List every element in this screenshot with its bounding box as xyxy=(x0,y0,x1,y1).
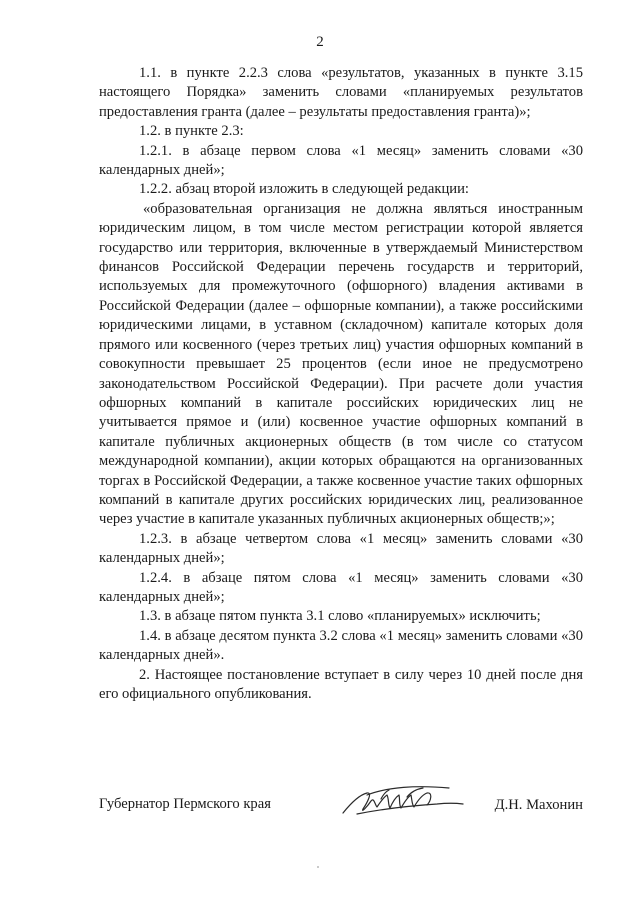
paragraph-1-1: 1.1. в пункте 2.2.3 слова «результатов, указанных в пункте 3.15 настоящего Порядка» заменить словами «планируемых результатов предоставления гранта (далее – результаты предоставления гранта)»; xyxy=(99,65,583,120)
paragraph-1-2-4: 1.2.4. в абзаце пятом слова «1 месяц» заменить словами «30 календарных дней»; xyxy=(99,569,583,605)
quoted-new-wording: «образовательная организация не должна являться иностранным юридическим лицом, в том числе местом регистрации которой является государство или территория, включенные в утверждаемый Министерством финансов Российской Федерации перечень государств и территорий, используемых для промежуточного (офшорного) владения активами в Российской Федерации (далее – офшорные компании), а также российскими юридическими лицами, в уставном (складочном) капитале которых доля прямого или косвенного (через третьих лиц) участия офшорных компаний в совокупности превышает 25 процентов (если иное не предусмотрено законодательством Российской Федерации). При расчете доли участия офшорных компаний в капитале российских юридических лиц не учитывается прямое и (или) косвенное участие офшорных компаний в капитале публичных акционерных обществ (в том числе со статусом международной компании), акции которых обращаются на организованных торгах в Российской Федерации, а также косвенное участие таких офшорных компаний в капитале других российских юридических лиц, реализованное через участие в капитале указанных публичных акционерных обществ;»; xyxy=(99,200,583,528)
paragraph-1-3: 1.3. в абзаце пятом пункта 3.1 слово «планируемых» исключить; xyxy=(139,608,541,625)
handwritten-signature xyxy=(337,783,467,823)
paragraph-1-2: 1.2. в пункте 2.3: xyxy=(139,123,244,140)
paragraph-2: 2. Настоящее постановление вступает в силу через 10 дней после дня его официального опубликования. xyxy=(99,666,583,702)
paragraph-1-2-3: 1.2.3. в абзаце четвертом слова «1 месяц» заменить словами «30 календарных дней»; xyxy=(99,530,583,567)
paragraph-1-2-1: 1.2.1. в абзаце первом слова «1 месяц» заменить словами «30 календарных дней»; xyxy=(99,142,583,179)
paragraph-1-4: 1.4. в абзаце десятом пункта 3.2 слова «1 месяц» заменить словами «30 календарных дней». xyxy=(99,627,583,664)
page-number: 2 xyxy=(316,34,324,50)
signer-title: Губернатор Пермского края xyxy=(99,796,271,812)
signer-name: Д.Н. Махонин xyxy=(494,797,583,813)
scan-speck xyxy=(317,866,319,868)
paragraph-1-2-2: 1.2.2. абзац второй изложить в следующей редакции: xyxy=(139,181,469,198)
signature-block xyxy=(99,791,583,831)
document-body xyxy=(99,64,583,704)
